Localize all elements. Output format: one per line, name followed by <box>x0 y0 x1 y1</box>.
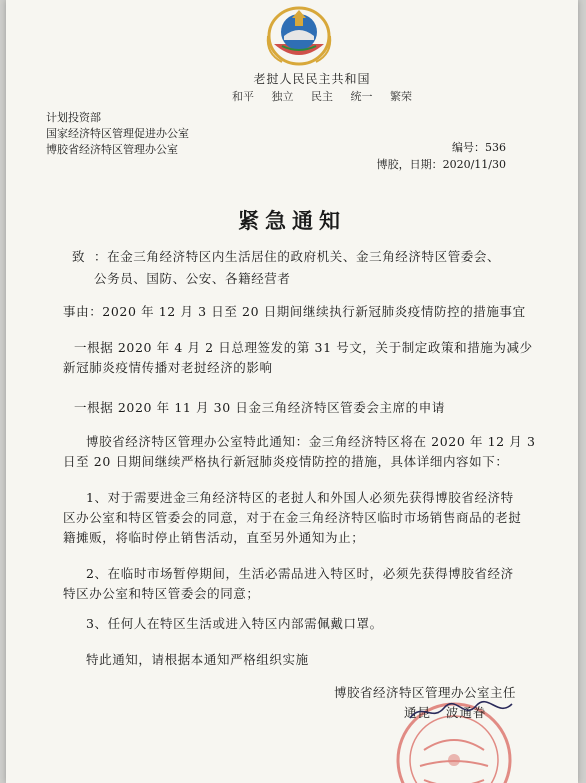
item-1-line-2: 区办公室和特区管委会的同意，对于在金三角经济特区临时市场销售商品的老挝 <box>63 510 522 525</box>
item-2-line-2: 特区办公室和特区管委会的同意； <box>63 586 260 601</box>
country-name: 老挝人民民主共和国 <box>253 72 371 86</box>
sender-national-office: 国家经济特区管理促进办公室 <box>46 127 189 140</box>
item-1-line-1: 1、对于需要进金三角经济特区的老挝人和外国人必须先获得博胶省经济特 <box>86 490 514 505</box>
national-emblem-icon <box>264 6 334 68</box>
addressee-line-1: ：在金三角经济特区内生活居住的政府机关、金三角经济特区管委会、 <box>94 249 501 264</box>
item-2-line-1: 2、在临时市场暂停期间，生活必需品进入特区时，必须先获得博胶省经济 <box>86 566 514 581</box>
national-motto: 和平 独立 民主 统一 繁荣 <box>232 90 412 103</box>
item-3-line: 3、任何人在特区生活或进入特区内部需佩戴口罩。 <box>86 616 383 631</box>
addressee-lead: 致 <box>72 249 86 264</box>
signature-icon <box>406 696 516 726</box>
intro-line-2: 日至 20 日期间继续严格执行新冠肺炎疫情防控的措施，具体详细内容如下： <box>63 454 509 469</box>
signatory-name: 通昆 · 波通眷 <box>404 705 487 720</box>
closing-line: 特此通知，请根据本通知严格组织实施 <box>86 652 309 667</box>
sender-ministry: 计划投资部 <box>46 111 101 124</box>
intro-line-1: 博胶省经济特区管理办公室特此通知：金三角经济特区将在 2020 年 12 月 3 <box>86 434 536 449</box>
addressee-line-2: 公务员、国防、公安、各籍经营者 <box>94 271 291 286</box>
basis-1-line-1: 一根据 2020 年 4 月 2 日总理签发的第 31 号文，关于制定政策和措施为减少 <box>74 340 533 355</box>
item-1-line-3: 籍摊贩，将临时停止销售活动，直至另外通知为止； <box>63 530 365 545</box>
basis-1-line-2: 新冠肺炎疫情传播对老挝经济的影响 <box>63 360 273 375</box>
document-title: 紧急通知 <box>238 208 346 233</box>
sender-provincial-office: 博胶省经济特区管理办公室 <box>46 143 178 156</box>
basis-2-line: 一根据 2020 年 11 月 30 日金三角经济特区管委会主席的申请 <box>74 400 445 415</box>
subject-line: 事由：2020 年 12 月 3 日至 20 日期间继续执行新冠肺炎疫情防控的措施事宜 <box>63 304 526 319</box>
document-page <box>6 0 578 783</box>
document-number: 编号：536 <box>452 141 506 154</box>
signatory-title: 博胶省经济特区管理办公室主任 <box>333 685 516 700</box>
document-date: 博胶，日期：2020/11/30 <box>376 158 506 171</box>
